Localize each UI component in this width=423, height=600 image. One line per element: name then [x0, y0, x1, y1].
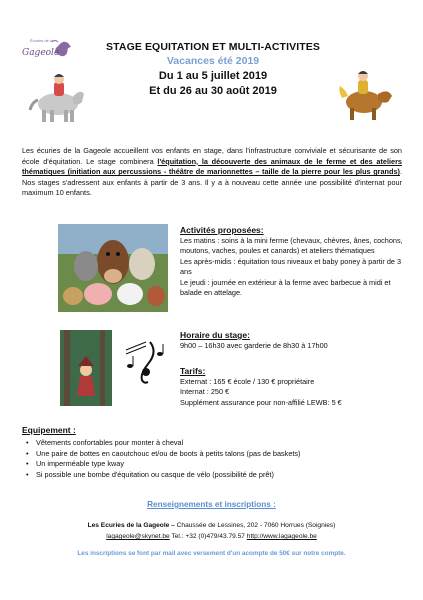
- equipement-list: [22, 438, 402, 480]
- bullet-icon: •: [26, 459, 29, 469]
- equipement-title: Equipement :: [22, 425, 76, 435]
- rider-left-illustration: [28, 70, 88, 126]
- tarif-line: Supplément assurance pour non-affilié LEWB: 5 €: [180, 397, 342, 407]
- activites-line: Les après-midis : équitation tous niveaux et baby poney à partir de 3 ans: [180, 256, 402, 277]
- horaire-text: 9h00 – 16h30 avec garderie de 8h30 à 17h00: [180, 341, 328, 350]
- website-link[interactable]: http://www.lagageole.be: [246, 533, 317, 540]
- contact-line: [0, 533, 423, 540]
- header: [88, 41, 338, 99]
- tarifs-title: Tarifs:: [180, 366, 206, 376]
- intro-part2: . Nos stages s'adressent aux enfants à partir de 3 ans. Il y a à nouveau cette année une possibilité d'internat pour maximum 10 enfants.: [22, 167, 402, 198]
- forest-puppet-image: [60, 330, 112, 406]
- contact-title: Renseignements et inscriptions :: [147, 500, 276, 509]
- page-subtitle: Vacances été 2019: [166, 55, 260, 67]
- contact-name: Les Ecuries de la Gageole –: [87, 522, 177, 529]
- equipement-section: [22, 425, 402, 480]
- activites-section: [180, 225, 405, 298]
- inscription-note: Les inscriptions se font par mail avec versement d'un acompte de 50€ sur notre compte.: [77, 550, 346, 557]
- activites-line: Les matins : soins à la mini ferme (chevaux, chèvres, ânes, cochons, moutons, vaches, poules et canards) et ateliers thématiques: [180, 236, 403, 256]
- tarif-line: Externat : 165 € école / 130 € propriétaire: [180, 377, 315, 386]
- activites-line: Le jeudi : journée en extérieur à la ferme avec barbecue à midi et balade en attelage.: [180, 277, 391, 298]
- email-link[interactable]: lagageole@skynet.be: [106, 533, 170, 540]
- farm-animals-image: [58, 224, 168, 312]
- logo: [22, 38, 78, 66]
- activites-title: Activités proposées:: [180, 225, 264, 235]
- list-item: • Si possible une bombe d'équitation ou casque de vélo (possibilité de prêt): [26, 469, 274, 479]
- intro-part1: Les écuries de la Gageole accueillent vos enfants en stage, dans l'infrastructure conviviale et sécurisante de son école d'équitation. Le stage combinera: [22, 146, 402, 166]
- horaire-title: Horaire du stage:: [180, 330, 250, 340]
- contact-address: [0, 522, 423, 529]
- tarif-line: Internat : 250 €: [180, 387, 230, 397]
- page-title: STAGE EQUITATION ET MULTI-ACTIVITES: [106, 41, 320, 53]
- bullet-icon: •: [26, 438, 29, 447]
- list-item: • Une paire de bottes en caoutchouc et/ou de boots à petits talons (pas de baskets): [26, 448, 301, 458]
- rider-right-illustration: [336, 68, 396, 124]
- list-item: • Un imperméable type kway: [26, 459, 125, 469]
- bullet-icon: •: [26, 469, 29, 479]
- horaire-section: [180, 330, 405, 351]
- intro-paragraph: [22, 146, 402, 199]
- phone-text: Tel.: +32 (0)479/43.79.57: [169, 533, 247, 540]
- intro-highlight: l'équitation, la découverte des animaux de le ferme et des ateliers thématiques (initiation aux percussions - théâtre de marionnettes – taille de la pierre pour les plus grands): [22, 156, 402, 177]
- bullet-icon: •: [26, 448, 29, 458]
- address-text: Chaussée de Lessines, 202 - 7060 Horrues (Soignies): [176, 522, 336, 529]
- music-notes-icon: [120, 336, 170, 386]
- logo-small-text: Écuries de la: [30, 38, 54, 43]
- dates-2: Et du 26 au 30 août 2019: [149, 85, 277, 97]
- tarifs-section: [180, 366, 405, 408]
- list-item: • Vêtements confortables pour monter à cheval: [26, 438, 184, 447]
- logo-text: Gageole: [22, 48, 60, 58]
- dates-1: Du 1 au 5 juillet 2019: [158, 70, 268, 82]
